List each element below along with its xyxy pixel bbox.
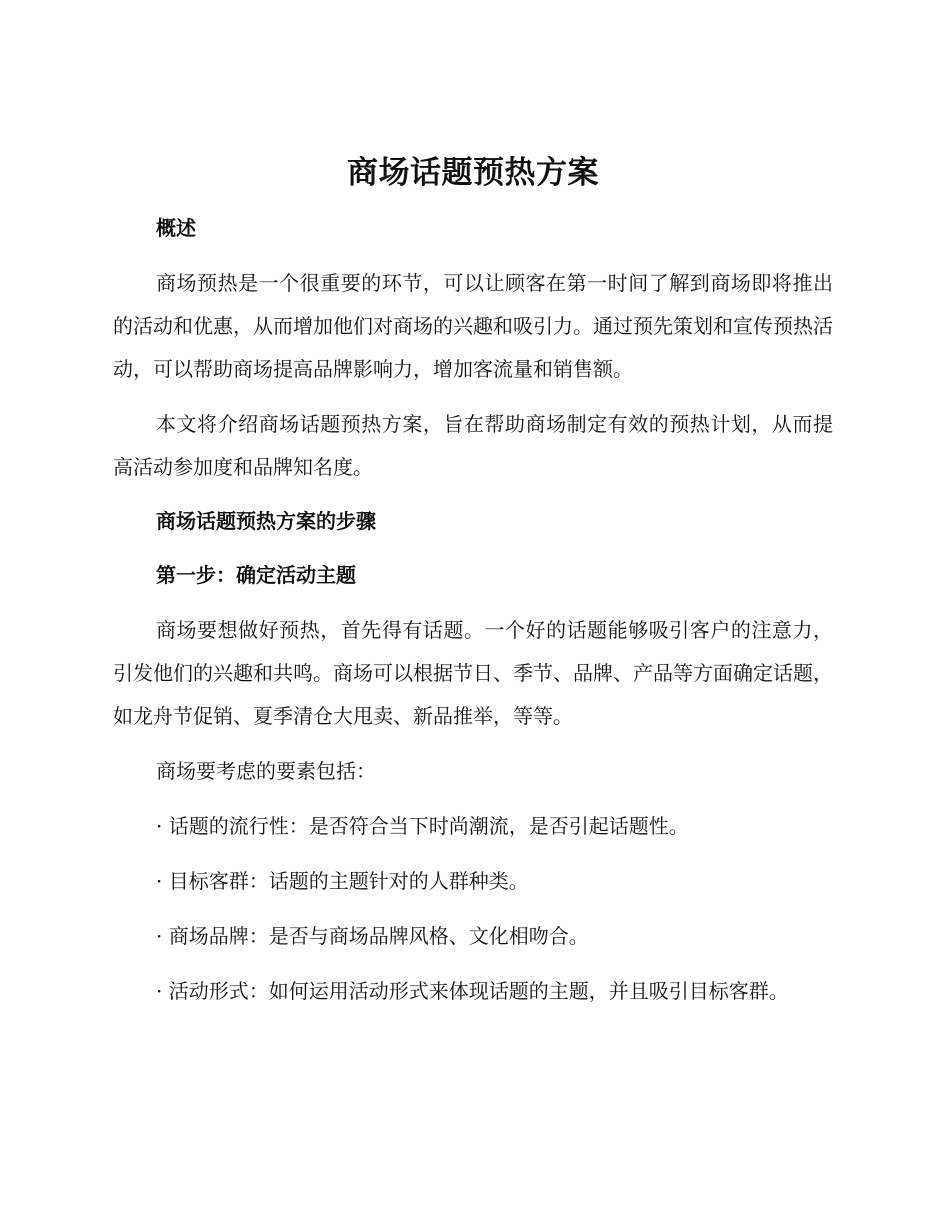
bullet-item: · 商场品牌：是否与商场品牌风格、文化相吻合。 bbox=[156, 924, 589, 948]
document-title: 商场话题预热方案 bbox=[347, 155, 599, 191]
overview-paragraph-2: 本文将介绍商场话题预热方案，旨在帮助商场制定有效的预热计划，从而提高活动参加度和品牌知名度。 bbox=[113, 412, 833, 479]
steps-heading: 商场话题预热方案的步骤 bbox=[156, 509, 376, 533]
bullet-item: · 目标客群：话题的主题针对的人群种类。 bbox=[156, 869, 529, 893]
step1-paragraph-2: 商场要考虑的要素包括： bbox=[156, 759, 376, 783]
overview-paragraph-1: 商场预热是一个很重要的环节，可以让顾客在第一时间了解到商场即将推出的活动和优惠，从而增加他们对商场的兴趣和吸引力。通过预先策划和宣传预热活动，可以帮助商场提高品牌影响力，增加客流量和销售额。 bbox=[113, 271, 833, 381]
bullet-item: · 活动形式：如何运用活动形式来体现话题的主题，并且吸引目标客群。 bbox=[156, 979, 789, 1003]
step1-heading: 第一步：确定活动主题 bbox=[156, 563, 356, 587]
bullet-item: · 话题的流行性：是否符合当下时尚潮流，是否引起话题性。 bbox=[156, 814, 689, 838]
overview-heading: 概述 bbox=[156, 216, 196, 240]
step1-paragraph-1: 商场要想做好预热，首先得有话题。一个好的话题能够吸引客户的注意力，引发他们的兴趣和共鸣。商场可以根据节日、季节、品牌、产品等方面确定话题，如龙舟节促销、夏季清仓大甩卖、新品推举，等等。 bbox=[113, 618, 833, 728]
document-body bbox=[113, 150, 833, 1013]
